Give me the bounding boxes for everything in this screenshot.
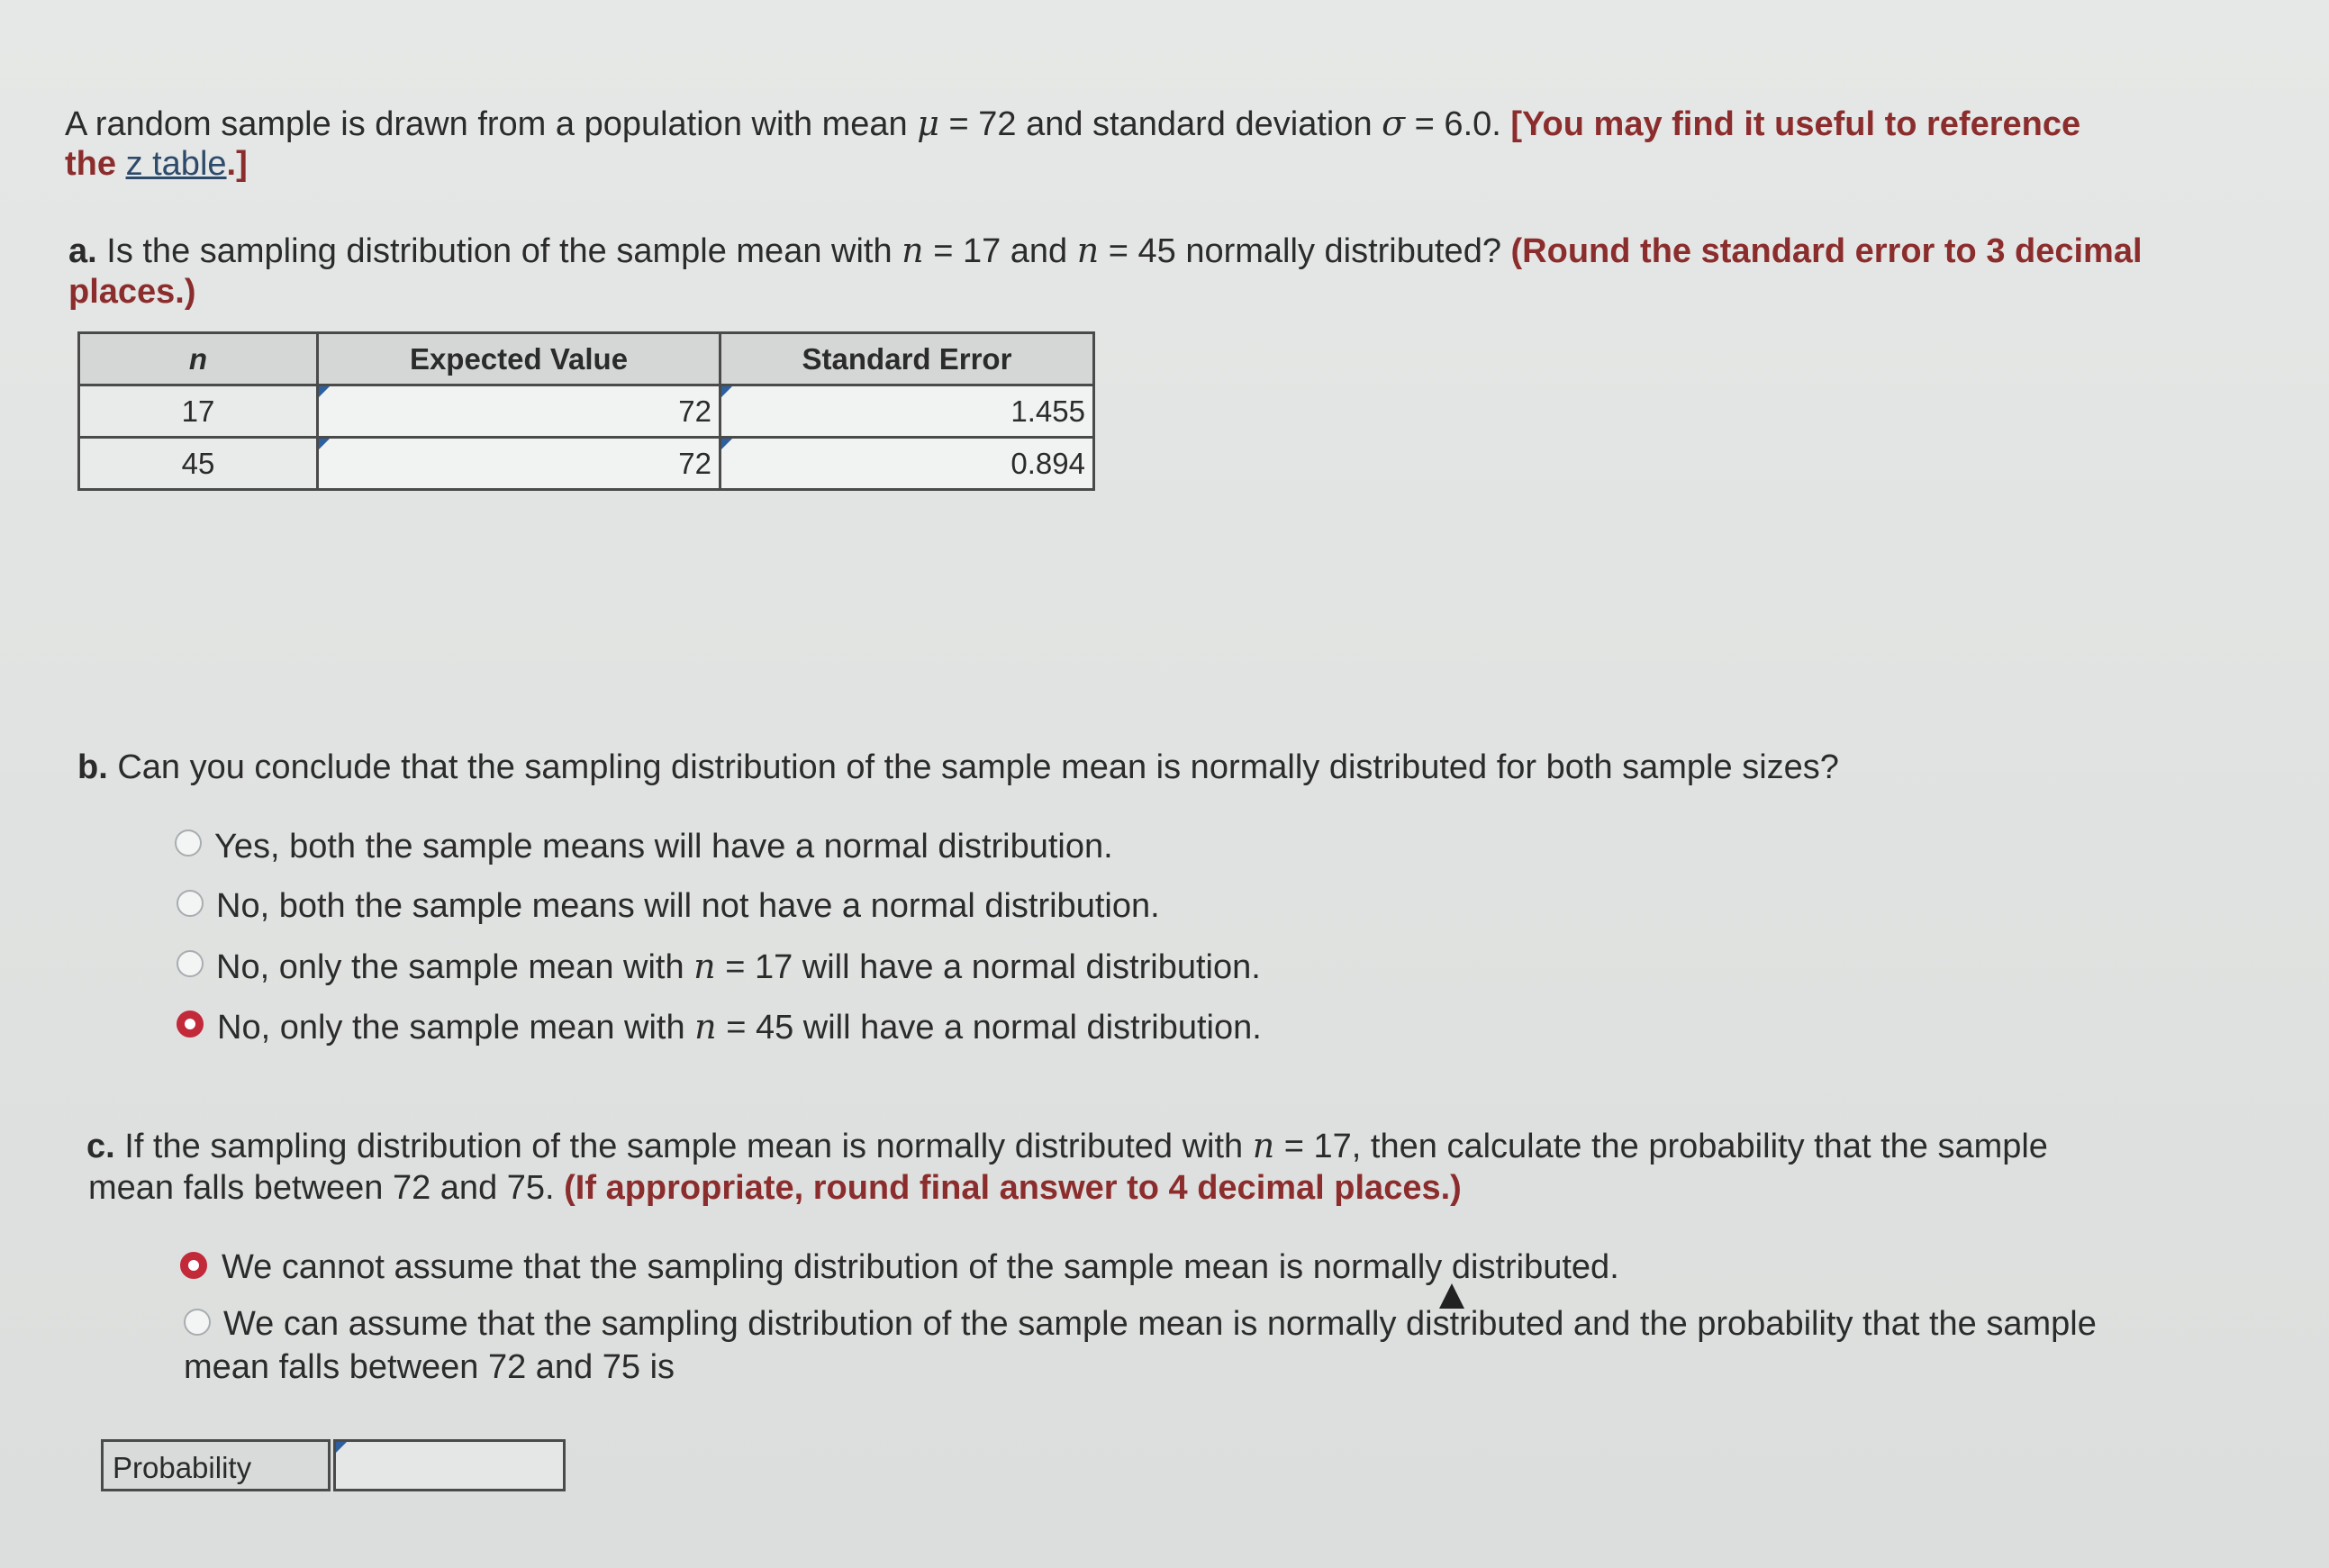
option-b-2-label[interactable]: No, both the sample means will not have a normal distribution. xyxy=(216,887,1160,925)
n-var: n xyxy=(1076,231,1100,270)
n-var: n xyxy=(902,231,924,270)
part-a-text-3: = 45 normally distributed? xyxy=(1099,232,1511,270)
option-text: = 17 will have a normal distribution. xyxy=(715,948,1261,986)
option-c-2-label-line2[interactable]: mean falls between 72 and 75 is xyxy=(184,1348,675,1386)
table-header-row xyxy=(79,333,1094,385)
part-b-label: b. xyxy=(77,748,108,786)
part-c-question-line2 xyxy=(88,1166,1462,1210)
n-var: n xyxy=(694,1007,717,1047)
header-expected-value: Expected Value xyxy=(318,333,720,385)
part-c-question-line1 xyxy=(86,1124,2048,1168)
radio-c-option-1-selected[interactable] xyxy=(180,1252,207,1279)
rounding-note: (If appropriate, round final answer to 4 decimal places.) xyxy=(564,1169,1462,1207)
intro-text-3: = 6.0. xyxy=(1405,105,1511,143)
option-b-4-label[interactable] xyxy=(217,1005,1262,1049)
probability-input[interactable] xyxy=(333,1439,566,1491)
radio-b-option-3[interactable] xyxy=(177,950,204,977)
n-var: n xyxy=(1252,1126,1275,1165)
problem-intro-line2 xyxy=(65,142,248,186)
input-flag-icon xyxy=(319,386,330,397)
option-c-1-label[interactable]: We cannot assume that the sampling distribution of the sample mean is normally distributed. xyxy=(222,1248,1619,1286)
option-text: No, only the sample mean with xyxy=(217,1009,695,1047)
table-row xyxy=(79,385,1094,438)
radio-b-option-2[interactable] xyxy=(177,890,204,917)
header-standard-error: Standard Error xyxy=(720,333,1094,385)
part-c-text-2: = 17, then calculate the probability that the sample xyxy=(1274,1128,2048,1165)
part-a-text-2: = 17 and xyxy=(923,232,1077,270)
sigma-symbol: σ xyxy=(1382,104,1406,143)
expected-value-text: 72 xyxy=(678,446,711,480)
cell-n: 45 xyxy=(79,438,318,490)
intro-text: A random sample is drawn from a population with mean xyxy=(65,105,918,143)
standard-error-input[interactable] xyxy=(720,385,1094,438)
part-a-table xyxy=(77,331,1095,491)
standard-error-text: 1.455 xyxy=(1010,394,1085,428)
expected-value-text: 72 xyxy=(678,394,711,428)
radio-b-option-1[interactable] xyxy=(175,829,202,857)
problem-intro-line1 xyxy=(65,102,2080,146)
cell-n: 17 xyxy=(79,385,318,438)
option-c-2-label-line1[interactable]: We can assume that the sampling distribution of the sample mean is normally distributed and the probability that the sample xyxy=(223,1305,2097,1343)
part-c-text-3: mean falls between 72 and 75. xyxy=(88,1169,565,1207)
rounding-note: (Round the standard error to 3 decimal xyxy=(1510,232,2143,270)
part-c-label: c. xyxy=(86,1128,115,1165)
part-a-question-line1 xyxy=(68,229,2143,273)
radio-b-option-4-selected[interactable] xyxy=(177,1011,204,1038)
part-a-question-line2: places.) xyxy=(68,273,196,311)
part-b-text: Can you conclude that the sampling distribution of the sample mean is normally distributed for both sample sizes? xyxy=(107,748,1839,786)
reference-note: [You may find it useful to reference xyxy=(1510,105,2081,143)
expected-value-input[interactable] xyxy=(318,438,720,490)
standard-error-text: 0.894 xyxy=(1010,446,1085,480)
part-b-question xyxy=(77,746,1839,789)
option-b-3-label[interactable] xyxy=(216,945,1261,989)
part-c-text: If the sampling distribution of the sample mean is normally distributed with xyxy=(114,1128,1253,1165)
probability-label: Probability xyxy=(101,1439,331,1491)
z-table-link[interactable]: z table xyxy=(125,145,227,183)
input-flag-icon xyxy=(721,386,732,397)
intro-text-2: = 72 and standard deviation xyxy=(938,105,1382,143)
table-row xyxy=(79,438,1094,490)
mouse-cursor-icon xyxy=(1439,1283,1464,1309)
option-text: No, only the sample mean with xyxy=(216,948,694,986)
standard-error-input[interactable] xyxy=(720,438,1094,490)
expected-value-input[interactable] xyxy=(318,385,720,438)
input-flag-icon xyxy=(721,439,732,449)
header-n: n xyxy=(79,333,318,385)
part-a-label: a. xyxy=(68,232,97,270)
n-var: n xyxy=(693,947,716,986)
reference-note-end: .] xyxy=(226,145,248,183)
input-flag-icon xyxy=(319,439,330,449)
option-b-1-label[interactable]: Yes, both the sample means will have a normal distribution. xyxy=(214,828,1113,866)
option-text: = 45 will have a normal distribution. xyxy=(716,1009,1262,1047)
radio-c-option-2[interactable] xyxy=(184,1309,211,1336)
reference-note-2: the xyxy=(65,145,126,183)
mu-symbol: μ xyxy=(917,104,939,143)
part-a-text: Is the sampling distribution of the sample mean with xyxy=(96,232,902,270)
input-flag-icon xyxy=(336,1442,347,1453)
